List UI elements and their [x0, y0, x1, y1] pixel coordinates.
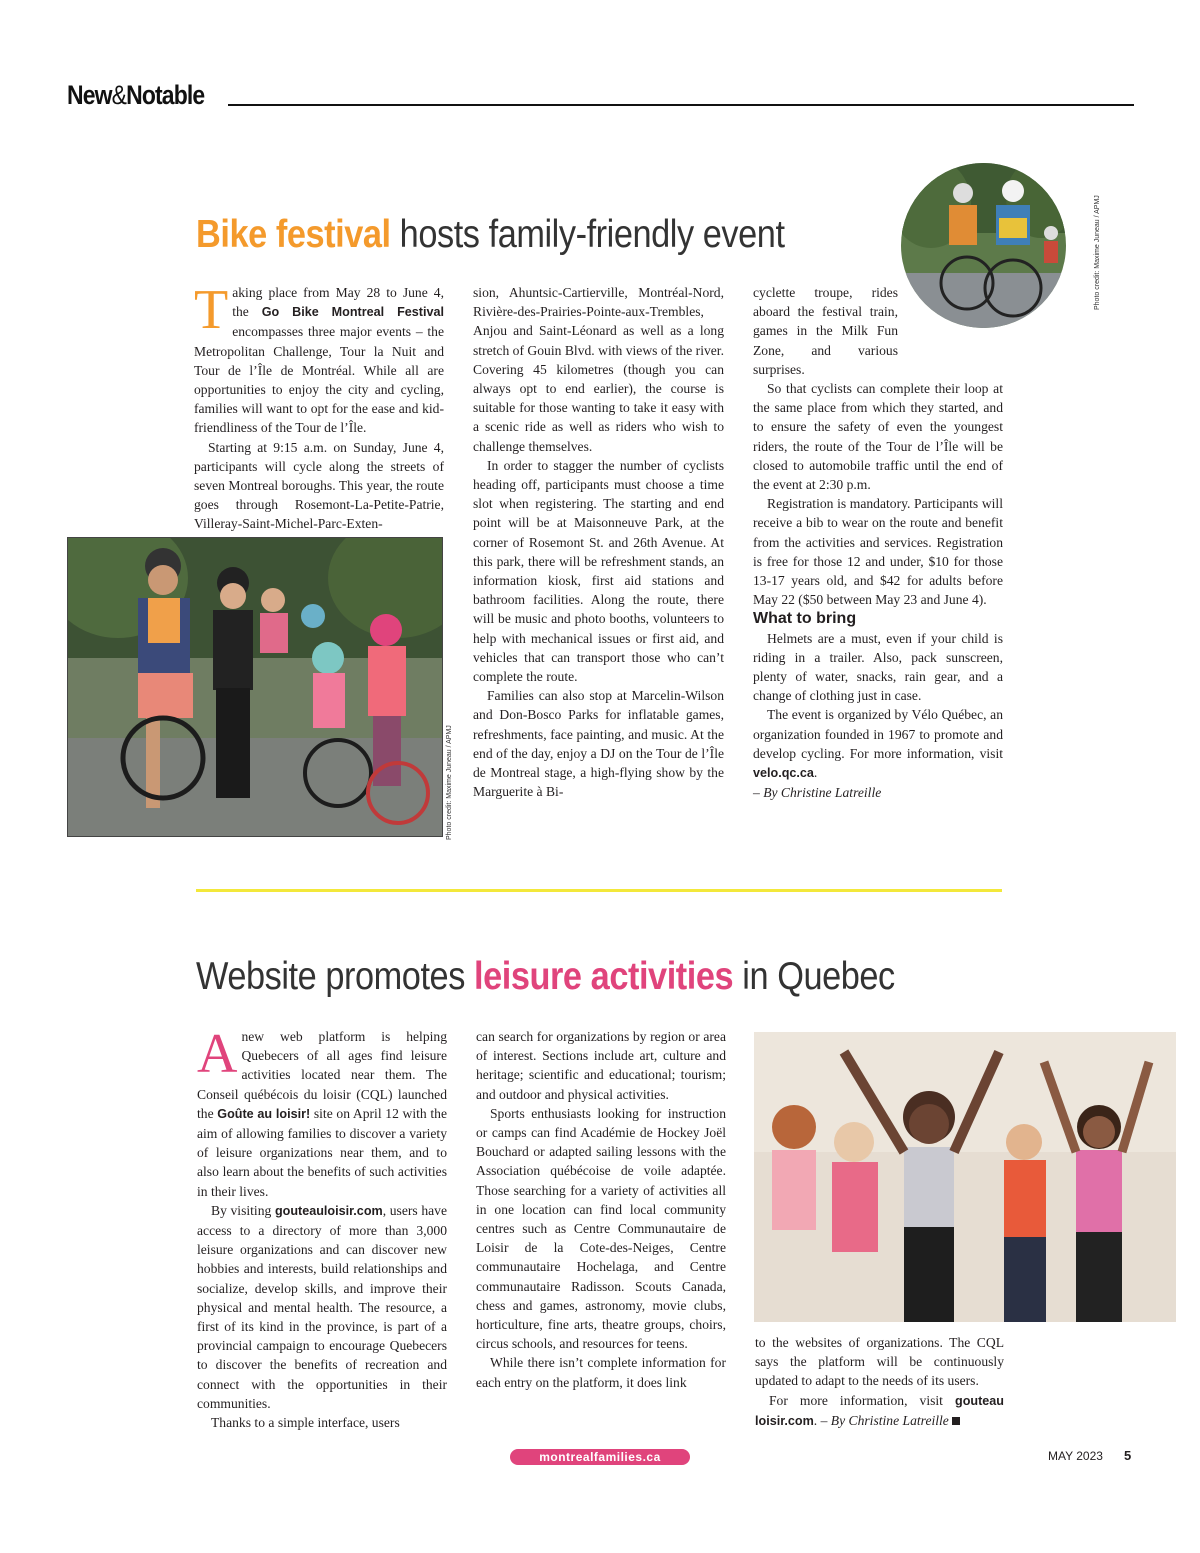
what-to-bring-subhead: What to bring [753, 610, 857, 628]
article2-dropcap: A [197, 1023, 238, 1085]
photo-credit-round: Photo credit: Maxime Juneau / APMJ [1094, 195, 1101, 310]
footer-site-link[interactable]: montrealfamilies.ca [510, 1449, 690, 1465]
article2-p6-text-a: For more information, visit [769, 1392, 956, 1408]
article1-paragraph-2-continued: sion, Ahuntsic-Cartierville, Montréal-Nord, Rivière-des-Prairies-Pointe-aux-Trembles, Anjou and Saint-Léonard as well as a long stretch of Gouin Blvd. with views of the river. Covering 45 kilometres (though you can always opt to end earlier), the course is suitable for those wanting to take it easy with a scenic ride as well as riders who wish to challenge themselves. [473, 285, 724, 454]
gouteauloisir-link[interactable]: gouteauloisir.com [274, 1203, 383, 1218]
article1-byline: – By Christine Latreille [753, 785, 882, 801]
article2-paragraph-2 [197, 1201, 447, 1413]
article1-headline [196, 213, 785, 257]
article2-paragraph-5-continued: to the websites of organizations. The CQL says the platform will be continuously updated to adapt to the needs of its users. [755, 1335, 1004, 1389]
article2-headline-pre: Website promotes [196, 955, 475, 998]
article2-p1-text-a: new web platform is helping Quebecers of all ages find leisure activities located near them. The Conseil québécois du loisir (CQL) launched the [197, 1029, 447, 1121]
article1-dropcap: T [194, 279, 229, 341]
article-divider [196, 889, 1002, 892]
article2-paragraph-3-continued: can search for organizations by region or area of interest. Sections include art, culture and heritage; scientific and educational; tourism; and outdoor and physical activities. [476, 1029, 726, 1102]
article1-paragraph-4-continued: cyclette troupe, rides aboard the festival train, games in the Milk Fun Zone, and various surprises. [753, 285, 898, 377]
article2-column-3 [755, 1333, 1004, 1431]
article2-headline-post: in Quebec [733, 955, 895, 998]
article2-column-2 [476, 1027, 726, 1392]
article1-paragraph-6: Registration is mandatory. Participants will receive a bib to wear on the route and benefit from the activities and services. Registration is free for those 12 and under, $10 for those 13-17 years old, and $42 for adults before May 22 ($50 between May 23 and June 4). [753, 496, 1003, 608]
article2-paragraph-6 [755, 1391, 1004, 1431]
article2-paragraph-1 [197, 1023, 447, 1201]
article1-p8-text-b: . [813, 765, 818, 781]
article2-column-1 [197, 1023, 447, 1432]
article1-paragraph-7: Helmets are a must, even if your child is riding in a trailer. Also, pack sunscreen, plenty of water, snacks, rain gear, and a change of clothing just in case. [753, 630, 1003, 704]
article1-headline-rest: hosts family-friendly event [390, 213, 785, 256]
article1-paragraph-1 [194, 279, 445, 438]
article2-headline-accent: leisure activities [474, 955, 734, 998]
article1-paragraph-2: Starting at 9:15 a.m. on Sunday, June 4, participants will cycle along the streets of seven Montreal boroughs. This year, the route goes through Rosemont-La-Petite-Patrie, Villeray-Saint-Michel-Parc-Exten- [194, 439, 444, 532]
article2-paragraph-5: While there isn’t complete information for each entry on the platform, it does link [476, 1355, 726, 1390]
end-mark-icon [952, 1417, 960, 1425]
article2-p2-text-b: , users have access to a directory of more than 3,000 leisure organizations and can discover new hobbies and interests, build relationships and socialize, develop skills, and improve their physical and mental health. The resource, a first of its kind in the province, is part of a provincial campaign to encourage Quebecers to discover the benefits of recreation and connect with the opportunities in their communities. [197, 1202, 447, 1411]
article2-paragraph-4: Sports enthusiasts looking for instruction or camps can find Académie de Hockey Joël Bouchard or adapted sailing lessons with the Association québécoise de voile adaptée. Those searching for a variety of activities all in one location can find local community centres such as Centre Communautaire de Loisir de la Cote-des-Neiges, Centre communautaire Hochelaga, and Centre communautaire Radisson. Scouts Canada, chess and games, astronomy, movie clubs, horticulture, fine arts, theatre groups, choirs, circus schools, and resources for teens. [476, 1105, 726, 1352]
site-name: Goûte au loisir! [217, 1106, 311, 1121]
section-title-part2: Notable [126, 80, 205, 110]
section-title-amp: & [111, 80, 127, 110]
article1-p8-text-a: The event is organized by Vélo Québec, an organization founded in 1967 to promote and develop cycling. For more information, visit [753, 707, 1003, 761]
article1-column-3 [753, 283, 1003, 802]
gouteauloisir-link-2[interactable]: gouteau loisir.com [755, 1393, 1004, 1428]
article2-byline: – By Christine Latreille [820, 1412, 949, 1428]
article1-headline-accent: Bike festival [196, 213, 391, 256]
velo-link[interactable]: velo.qc.ca [753, 766, 814, 781]
header-rule [228, 104, 1134, 106]
article2-p2-text-a: By visiting [211, 1202, 275, 1218]
article1-paragraph-8 [753, 705, 1003, 783]
article1-column-1 [194, 279, 445, 534]
family-bikes-photo [67, 537, 443, 837]
section-title-part1: New [67, 80, 112, 110]
article2-p1-text-b: site on April 12 with the aim of allowing families to discover a variety of leisure organizations near them, and to also learn about the benefits of such activities in their lives. [197, 1105, 447, 1199]
article2-p6-text-b: . [813, 1412, 821, 1428]
article2-paragraph-3: Thanks to a simple interface, users [211, 1415, 400, 1431]
article1-paragraph-4: Families can also stop at Marcelin-Wilson and Don-Bosco Parks for inflatable games, refreshments, face painting, and music. At the end of the day, enjoy a DJ on the Tour de l’Île de Montreal stage, a high-flying show by the Marguerite à Bi- [473, 688, 724, 800]
festival-name: Go Bike Montreal Festival [261, 305, 445, 320]
article2-headline [196, 955, 895, 999]
article1-p1-text-a: aking place from May 28 to June 4, the [232, 285, 444, 320]
footer-issue: MAY 2023 [1048, 1449, 1103, 1463]
article1-paragraph-5: So that cyclists can complete their loop at the same place from which they started, and to ensure the safety of even the youngest riders, the route of the Tour de l’Île will be closed to automobile traffic until the end of the event at 2:30 p.m. [753, 381, 1003, 493]
photo-credit-family: Photo credit: Maxime Juneau / APMJ [446, 725, 453, 840]
page-number: 5 [1124, 1448, 1132, 1463]
section-title [67, 80, 204, 111]
dancing-kids-photo [754, 1032, 1176, 1322]
article1-column-2 [473, 283, 724, 801]
article1-paragraph-3: In order to stagger the number of cyclists heading off, participants must choose a time slot when registering. The starting and end point will be at Maisonneuve Park, at the corner of Rosemont St. and 26th Avenue. At this park, there will be refreshment stands, an information kiosk, first aid stations and bathroom facilities. Along the route, there will be music and photo booths, volunteers to help with mechanical issues or first aid, and vehicles that can transport those who can’t complete the route. [473, 457, 724, 685]
article1-p1-text-b: encompasses three major events – the Metropolitan Challenge, Tour la Nuit and Tour de l’Île de Montréal. While all are opportunities to enjoy the city and cycling, families will want to opt for the ease and kid-friendliness of the Tour de l’Île. [194, 324, 444, 436]
